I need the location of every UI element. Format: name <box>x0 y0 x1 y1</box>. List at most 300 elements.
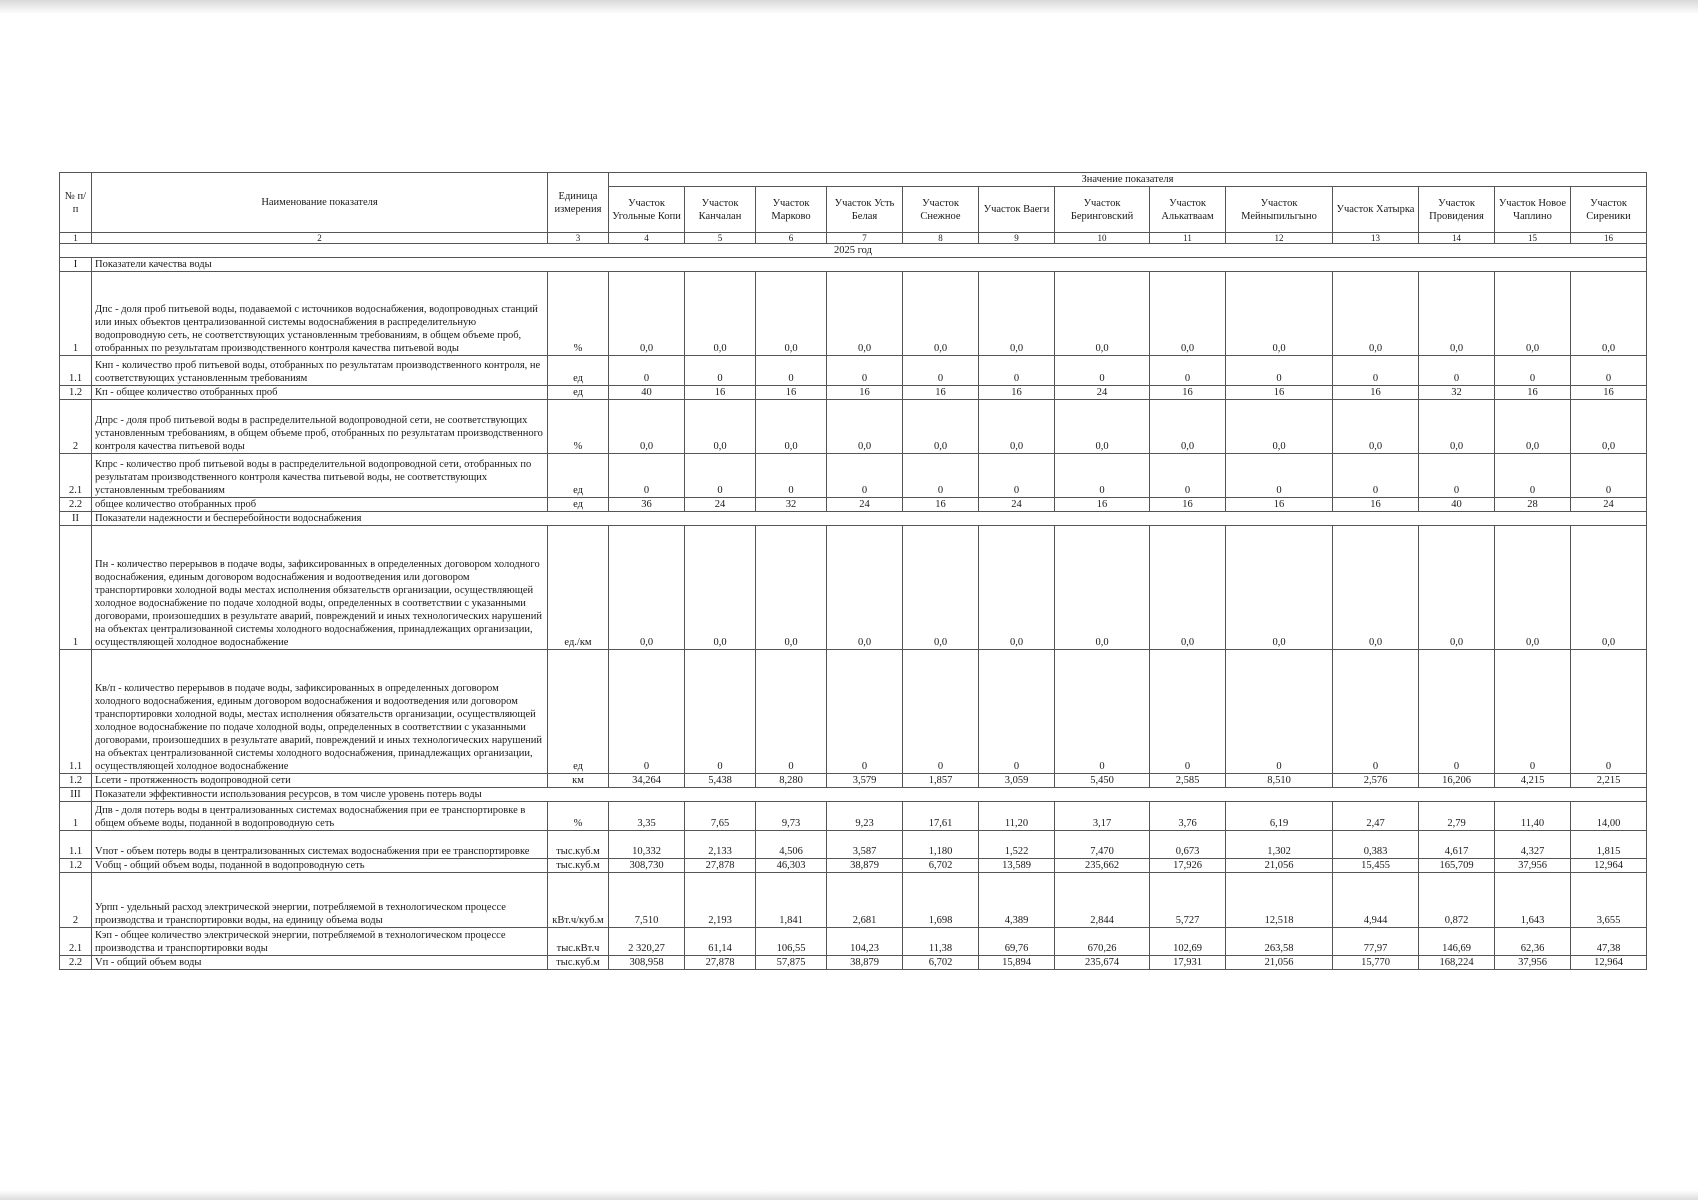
column-index: 1 <box>60 233 92 244</box>
value-cell: 0 <box>756 454 827 498</box>
value-cell: 1,857 <box>903 774 979 788</box>
row-number: 2.1 <box>60 454 92 498</box>
value-cell: 12,518 <box>1226 873 1333 928</box>
unit-cell: % <box>548 272 609 356</box>
section-header-row <box>60 258 1647 272</box>
value-cell: 4,215 <box>1495 774 1571 788</box>
row-number: 1.2 <box>60 386 92 400</box>
value-cell: 1,815 <box>1571 831 1647 859</box>
value-cell: 0,0 <box>903 526 979 650</box>
indicator-name: Vпот - объем потерь воды в централизованных системах водоснабжения при ее транспортировке <box>92 831 548 859</box>
value-cell: 168,224 <box>1419 956 1495 970</box>
row-number: 2.2 <box>60 956 92 970</box>
value-cell: 6,702 <box>903 956 979 970</box>
value-cell: 37,956 <box>1495 956 1571 970</box>
value-cell: 0,673 <box>1150 831 1226 859</box>
value-cell: 0 <box>903 454 979 498</box>
value-cell: 0 <box>1055 650 1150 774</box>
value-cell: 0,0 <box>1419 400 1495 454</box>
value-cell: 0,0 <box>685 400 756 454</box>
indicator-name: Пн - количество перерывов в подаче воды, зафиксированных в определенных договором холодного водоснабжения, единым договором водоснабжения и водоотведения или договором транспортировки холодной воды местах исполнения обязательств организации, осуществляющей холодное водоснабжение по подаче холодной воды, определенных в соответствии с указанными договорами, произошедших в результате аварий, повреждений и иных технологических нарушений на объектах централизованной системы холодного водоснабжения, принадлежащих организации, осуществляющей холодное водоснабжение <box>92 526 548 650</box>
value-cell: 7,470 <box>1055 831 1150 859</box>
value-cell: 0,0 <box>1055 526 1150 650</box>
value-cell: 16 <box>1571 386 1647 400</box>
value-cell: 2,215 <box>1571 774 1647 788</box>
value-cell: 17,61 <box>903 802 979 831</box>
row-number: 2 <box>60 873 92 928</box>
section-number: I <box>60 258 92 272</box>
value-cell: 0,0 <box>827 272 903 356</box>
value-cell: 8,510 <box>1226 774 1333 788</box>
row-number: 1.1 <box>60 356 92 386</box>
value-cell: 0,0 <box>903 400 979 454</box>
value-cell: 0 <box>979 356 1055 386</box>
column-index: 13 <box>1333 233 1419 244</box>
value-cell: 2,844 <box>1055 873 1150 928</box>
section-number: III <box>60 788 92 802</box>
value-cell: 0 <box>1495 454 1571 498</box>
value-cell: 308,730 <box>609 859 685 873</box>
value-cell: 16 <box>1333 498 1419 512</box>
value-cell: 0,0 <box>1333 400 1419 454</box>
value-cell: 0,0 <box>1495 526 1571 650</box>
value-cell: 2,193 <box>685 873 756 928</box>
value-cell: 0,0 <box>903 272 979 356</box>
row-number: 1.1 <box>60 650 92 774</box>
indicator-name: Кп - общее количество отобранных проб <box>92 386 548 400</box>
header-name: Наименование показателя <box>92 173 548 233</box>
column-index: 3 <box>548 233 609 244</box>
value-cell: 0 <box>609 650 685 774</box>
header-site: Участок Мейныпильгыно <box>1226 187 1333 233</box>
value-cell: 0 <box>1419 356 1495 386</box>
value-cell: 15,770 <box>1333 956 1419 970</box>
unit-cell: ед <box>548 498 609 512</box>
value-cell: 3,76 <box>1150 802 1226 831</box>
value-cell: 0,383 <box>1333 831 1419 859</box>
year-label: 2025 год <box>60 244 1647 258</box>
value-cell: 0,0 <box>979 400 1055 454</box>
value-cell: 0 <box>979 650 1055 774</box>
value-cell: 3,059 <box>979 774 1055 788</box>
value-cell: 24 <box>1571 498 1647 512</box>
value-cell: 0,0 <box>1055 400 1150 454</box>
unit-cell: ед <box>548 356 609 386</box>
value-cell: 0,0 <box>1333 526 1419 650</box>
header-site: Участок Беринговский <box>1055 187 1150 233</box>
value-cell: 0,0 <box>827 526 903 650</box>
value-cell: 16 <box>756 386 827 400</box>
value-cell: 7,65 <box>685 802 756 831</box>
value-cell: 40 <box>609 386 685 400</box>
value-cell: 0 <box>1226 454 1333 498</box>
value-cell: 24 <box>1055 386 1150 400</box>
value-cell: 0 <box>1150 650 1226 774</box>
value-cell: 3,579 <box>827 774 903 788</box>
value-cell: 102,69 <box>1150 928 1226 956</box>
header-site: Участок Марково <box>756 187 827 233</box>
value-cell: 24 <box>685 498 756 512</box>
value-cell: 1,643 <box>1495 873 1571 928</box>
value-cell: 16 <box>979 386 1055 400</box>
column-index: 16 <box>1571 233 1647 244</box>
value-cell: 37,956 <box>1495 859 1571 873</box>
table-row <box>60 454 1647 498</box>
value-cell: 38,879 <box>827 859 903 873</box>
value-cell: 12,964 <box>1571 859 1647 873</box>
value-cell: 47,38 <box>1571 928 1647 956</box>
value-cell: 0,0 <box>979 526 1055 650</box>
scan-edge-bottom <box>0 1190 1698 1200</box>
value-cell: 0 <box>1150 356 1226 386</box>
indicator-name: Дпрс - доля проб питьевой воды в распределительной водопроводной сети, не соответствующих установленным требованиям, в общем объеме проб, отобранных по результатам производственного контроля качества питьевой воды <box>92 400 548 454</box>
row-number: 1.2 <box>60 859 92 873</box>
value-cell: 16 <box>1226 386 1333 400</box>
unit-cell: % <box>548 400 609 454</box>
header-site: Участок Усть Белая <box>827 187 903 233</box>
section-header-row <box>60 788 1647 802</box>
value-cell: 0 <box>1055 454 1150 498</box>
header-site: Участок Канчалан <box>685 187 756 233</box>
indicator-name: Кэп - общее количество электрической энергии, потребляемой в технологическом процессе производства и транспортировки воды <box>92 928 548 956</box>
value-cell: 4,506 <box>756 831 827 859</box>
indicator-name: общее количество отобранных проб <box>92 498 548 512</box>
value-cell: 0 <box>1226 650 1333 774</box>
value-cell: 0,0 <box>1419 526 1495 650</box>
value-cell: 0 <box>1419 454 1495 498</box>
value-cell: 11,40 <box>1495 802 1571 831</box>
table-row <box>60 859 1647 873</box>
value-cell: 27,878 <box>685 859 756 873</box>
value-cell: 0 <box>756 650 827 774</box>
value-cell: 0 <box>1571 454 1647 498</box>
row-number: 1 <box>60 802 92 831</box>
table-row <box>60 873 1647 928</box>
table-row <box>60 356 1647 386</box>
value-cell: 27,878 <box>685 956 756 970</box>
value-cell: 0,0 <box>1571 526 1647 650</box>
value-cell: 0,0 <box>1571 400 1647 454</box>
unit-cell: ед <box>548 386 609 400</box>
column-index: 2 <box>92 233 548 244</box>
value-cell: 5,727 <box>1150 873 1226 928</box>
column-index: 14 <box>1419 233 1495 244</box>
value-cell: 2,79 <box>1419 802 1495 831</box>
value-cell: 4,944 <box>1333 873 1419 928</box>
value-cell: 106,55 <box>756 928 827 956</box>
value-cell: 6,19 <box>1226 802 1333 831</box>
section-title: Показатели надежности и бесперебойности водоснабжения <box>92 512 1647 526</box>
value-cell: 5,450 <box>1055 774 1150 788</box>
value-cell: 0 <box>827 650 903 774</box>
unit-cell: кВт.ч/куб.м <box>548 873 609 928</box>
value-cell: 40 <box>1419 498 1495 512</box>
value-cell: 11,38 <box>903 928 979 956</box>
value-cell: 77,97 <box>1333 928 1419 956</box>
value-cell: 11,20 <box>979 802 1055 831</box>
row-number: 2.1 <box>60 928 92 956</box>
value-cell: 7,510 <box>609 873 685 928</box>
value-cell: 9,23 <box>827 802 903 831</box>
value-cell: 61,14 <box>685 928 756 956</box>
value-cell: 146,69 <box>1419 928 1495 956</box>
value-cell: 0 <box>1055 356 1150 386</box>
unit-cell: км <box>548 774 609 788</box>
value-cell: 263,58 <box>1226 928 1333 956</box>
value-cell: 3,655 <box>1571 873 1647 928</box>
column-index: 7 <box>827 233 903 244</box>
value-cell: 0,0 <box>756 526 827 650</box>
value-cell: 16 <box>1150 386 1226 400</box>
value-cell: 3,17 <box>1055 802 1150 831</box>
row-number: 1.2 <box>60 774 92 788</box>
header-unit: Единица измерения <box>548 173 609 233</box>
value-cell: 0 <box>1495 356 1571 386</box>
value-cell: 0 <box>685 356 756 386</box>
value-cell: 32 <box>756 498 827 512</box>
value-cell: 17,931 <box>1150 956 1226 970</box>
value-cell: 3,587 <box>827 831 903 859</box>
row-number: 1 <box>60 272 92 356</box>
value-cell: 0 <box>1150 454 1226 498</box>
value-cell: 2 320,27 <box>609 928 685 956</box>
value-cell: 0 <box>685 650 756 774</box>
column-index: 12 <box>1226 233 1333 244</box>
value-cell: 2,681 <box>827 873 903 928</box>
value-cell: 0,0 <box>1226 526 1333 650</box>
header-site: Участок Ваеги <box>979 187 1055 233</box>
column-index: 9 <box>979 233 1055 244</box>
value-cell: 0,0 <box>1495 272 1571 356</box>
value-cell: 0,0 <box>827 400 903 454</box>
table-row <box>60 650 1647 774</box>
value-cell: 16 <box>1150 498 1226 512</box>
indicator-name: Дпв - доля потерь воды в централизованных системах водоснабжения при ее транспортировке в общем объеме воды, поданной в водопроводную сеть <box>92 802 548 831</box>
value-cell: 38,879 <box>827 956 903 970</box>
value-cell: 0 <box>1226 356 1333 386</box>
value-cell: 0 <box>609 454 685 498</box>
row-number: 1 <box>60 526 92 650</box>
table-row <box>60 802 1647 831</box>
column-index: 5 <box>685 233 756 244</box>
header-site: Участок Новое Чаплино <box>1495 187 1571 233</box>
value-cell: 2,47 <box>1333 802 1419 831</box>
section-title: Показатели эффективности использования ресурсов, в том числе уровень потерь воды <box>92 788 1647 802</box>
indicator-name: Lсети - протяженность водопроводной сети <box>92 774 548 788</box>
column-index: 8 <box>903 233 979 244</box>
value-cell: 16 <box>1495 386 1571 400</box>
indicator-name: Кпрс - количество проб питьевой воды в распределительной водопроводной сети, отобранных по результатам производственного контроля качества питьевой воды, не соответствующих установленным требованиям <box>92 454 548 498</box>
section-header-row <box>60 512 1647 526</box>
value-cell: 235,674 <box>1055 956 1150 970</box>
value-cell: 16,206 <box>1419 774 1495 788</box>
value-cell: 0 <box>1495 650 1571 774</box>
value-cell: 4,617 <box>1419 831 1495 859</box>
value-cell: 46,303 <box>756 859 827 873</box>
value-cell: 0,0 <box>1495 400 1571 454</box>
value-cell: 15,455 <box>1333 859 1419 873</box>
value-cell: 15,894 <box>979 956 1055 970</box>
unit-cell: тыс.куб.м <box>548 859 609 873</box>
value-cell: 5,438 <box>685 774 756 788</box>
section-title: Показатели качества воды <box>92 258 1647 272</box>
value-cell: 16 <box>903 386 979 400</box>
value-cell: 1,180 <box>903 831 979 859</box>
value-cell: 0,0 <box>1226 400 1333 454</box>
section-number: II <box>60 512 92 526</box>
value-cell: 16 <box>1226 498 1333 512</box>
value-cell: 1,302 <box>1226 831 1333 859</box>
unit-cell: тыс.кВт.ч <box>548 928 609 956</box>
value-cell: 6,702 <box>903 859 979 873</box>
value-cell: 21,056 <box>1226 956 1333 970</box>
value-cell: 0,0 <box>1150 526 1226 650</box>
indicator-name: Урпп - удельный расход электрической энергии, потребляемой в технологическом процессе производства и транспортировки воды, на единицу объема воды <box>92 873 548 928</box>
header-site: Участок Снежное <box>903 187 979 233</box>
value-cell: 0 <box>1333 356 1419 386</box>
value-cell: 165,709 <box>1419 859 1495 873</box>
column-index: 11 <box>1150 233 1226 244</box>
value-cell: 0,0 <box>756 400 827 454</box>
value-cell: 16 <box>1333 386 1419 400</box>
value-cell: 16 <box>1055 498 1150 512</box>
header-site: Участок Провидения <box>1419 187 1495 233</box>
value-cell: 10,332 <box>609 831 685 859</box>
column-index: 6 <box>756 233 827 244</box>
value-cell: 0,0 <box>1333 272 1419 356</box>
value-cell: 2,133 <box>685 831 756 859</box>
value-cell: 34,264 <box>609 774 685 788</box>
table-row <box>60 386 1647 400</box>
value-cell: 0,0 <box>756 272 827 356</box>
header-site: Участок Сиреники <box>1571 187 1647 233</box>
unit-cell: ед <box>548 454 609 498</box>
table-row <box>60 272 1647 356</box>
value-cell: 13,589 <box>979 859 1055 873</box>
unit-cell: ед./км <box>548 526 609 650</box>
value-cell: 0 <box>1571 356 1647 386</box>
value-cell: 1,698 <box>903 873 979 928</box>
value-cell: 670,26 <box>1055 928 1150 956</box>
value-cell: 16 <box>685 386 756 400</box>
value-cell: 0,0 <box>1226 272 1333 356</box>
value-cell: 0 <box>903 356 979 386</box>
value-cell: 0,0 <box>1571 272 1647 356</box>
row-number: 1.1 <box>60 831 92 859</box>
value-cell: 0 <box>979 454 1055 498</box>
header-site: Участок Угольные Копи <box>609 187 685 233</box>
column-index: 10 <box>1055 233 1150 244</box>
unit-cell: тыс.куб.м <box>548 831 609 859</box>
value-cell: 0,0 <box>979 272 1055 356</box>
row-number: 2 <box>60 400 92 454</box>
value-cell: 0,0 <box>685 526 756 650</box>
value-cell: 57,875 <box>756 956 827 970</box>
value-cell: 17,926 <box>1150 859 1226 873</box>
value-cell: 0 <box>1571 650 1647 774</box>
unit-cell: тыс.куб.м <box>548 956 609 970</box>
value-cell: 24 <box>827 498 903 512</box>
table-row <box>60 498 1647 512</box>
table-row <box>60 400 1647 454</box>
row-number: 2.2 <box>60 498 92 512</box>
value-cell: 21,056 <box>1226 859 1333 873</box>
indicator-name: Кнп - количество проб питьевой воды, отобранных по результатам производственного контроля, не соответствующих установленным требованиям <box>92 356 548 386</box>
value-cell: 0,0 <box>685 272 756 356</box>
scan-edge-top <box>0 0 1698 14</box>
value-cell: 0,0 <box>609 400 685 454</box>
value-cell: 0 <box>827 454 903 498</box>
indicators-table <box>59 172 1647 970</box>
value-cell: 0,872 <box>1419 873 1495 928</box>
value-cell: 0 <box>1333 454 1419 498</box>
value-cell: 12,964 <box>1571 956 1647 970</box>
value-cell: 14,00 <box>1571 802 1647 831</box>
value-cell: 16 <box>827 386 903 400</box>
value-cell: 24 <box>979 498 1055 512</box>
header-num: № п/п <box>60 173 92 233</box>
table-row <box>60 774 1647 788</box>
indicator-name: Дпс - доля проб питьевой воды, подаваемой с источников водоснабжения, водопроводных станций или иных объектов централизованной системы водоснабжения в распределительную водопроводную сеть, не соответствующих установленным требованиям, в общем объеме проб, отобранных по результатам производственного контроля качества питьевой воды <box>92 272 548 356</box>
unit-cell: % <box>548 802 609 831</box>
value-cell: 0,0 <box>609 272 685 356</box>
table-row <box>60 526 1647 650</box>
unit-cell: ед <box>548 650 609 774</box>
header-site: Участок Хатырка <box>1333 187 1419 233</box>
value-cell: 4,327 <box>1495 831 1571 859</box>
column-index: 15 <box>1495 233 1571 244</box>
value-cell: 235,662 <box>1055 859 1150 873</box>
value-cell: 32 <box>1419 386 1495 400</box>
value-cell: 0 <box>685 454 756 498</box>
value-cell: 8,280 <box>756 774 827 788</box>
indicator-name: Vп - общий объем воды <box>92 956 548 970</box>
value-cell: 104,23 <box>827 928 903 956</box>
value-cell: 9,73 <box>756 802 827 831</box>
value-cell: 0 <box>756 356 827 386</box>
value-cell: 0,0 <box>1150 272 1226 356</box>
value-cell: 28 <box>1495 498 1571 512</box>
indicator-name: Vобщ - общий объем воды, поданной в водопроводную сеть <box>92 859 548 873</box>
value-cell: 0,0 <box>609 526 685 650</box>
indicator-name: Кв/п - количество перерывов в подаче воды, зафиксированных в определенных договором холодного водоснабжения, единым договором водоснабжения и водоотведения или договором транспортировки холодной воды, местах исполнения обязательств организации, осуществляющей холодное водоснабжение по подаче холодной воды, определенных в соответствии с указанными договорами, произошедших в результате аварий, повреждений и иных технологических нарушений на объектах централизованной системы холодного водоснабжения, принадлежащих организации, осуществляющей холодное водоснабжение <box>92 650 548 774</box>
value-cell: 0,0 <box>1055 272 1150 356</box>
value-cell: 308,958 <box>609 956 685 970</box>
value-cell: 4,389 <box>979 873 1055 928</box>
value-cell: 1,841 <box>756 873 827 928</box>
column-index: 4 <box>609 233 685 244</box>
value-cell: 69,76 <box>979 928 1055 956</box>
value-cell: 0 <box>903 650 979 774</box>
header-site: Участок Алькатваам <box>1150 187 1226 233</box>
value-cell: 0,0 <box>1150 400 1226 454</box>
value-cell: 16 <box>903 498 979 512</box>
value-cell: 36 <box>609 498 685 512</box>
value-cell: 0 <box>1419 650 1495 774</box>
table-row <box>60 831 1647 859</box>
value-cell: 2,585 <box>1150 774 1226 788</box>
value-cell: 2,576 <box>1333 774 1419 788</box>
value-cell: 0,0 <box>1419 272 1495 356</box>
value-cell: 3,35 <box>609 802 685 831</box>
table-row <box>60 956 1647 970</box>
header-value-group: Значение показателя <box>609 173 1647 187</box>
value-cell: 0 <box>1333 650 1419 774</box>
table-row <box>60 928 1647 956</box>
value-cell: 1,522 <box>979 831 1055 859</box>
value-cell: 62,36 <box>1495 928 1571 956</box>
value-cell: 0 <box>609 356 685 386</box>
